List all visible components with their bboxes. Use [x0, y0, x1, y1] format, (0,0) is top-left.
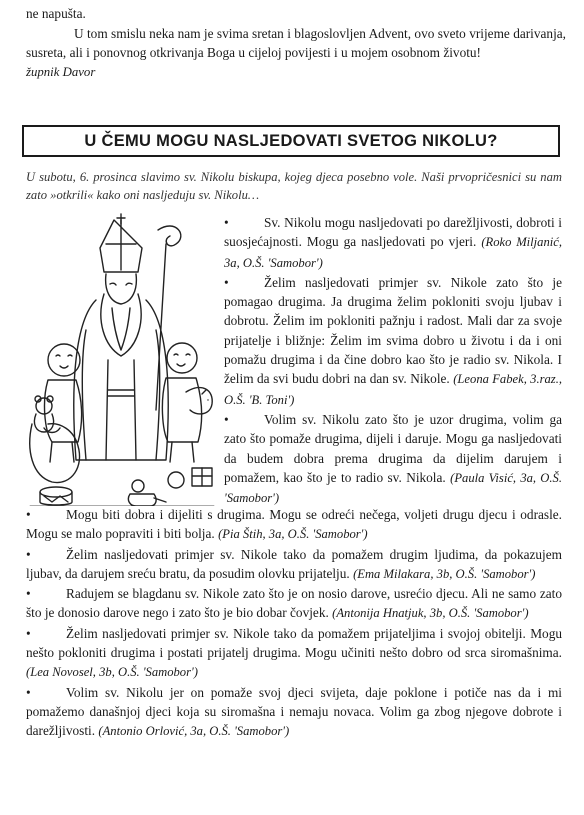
answer-author: (Lea Novosel, 3b, O.Š. 'Samobor'): [26, 665, 198, 680]
answer-author: (Pia Štih, 3a, O.Š. 'Samobor'): [218, 527, 368, 542]
answer-item: [26, 505, 562, 545]
answer-author: (Leona Fabek, 3.raz., O.Š. 'B. Toni'): [224, 372, 562, 407]
bullet: •: [26, 507, 31, 522]
answer-author: (Paula Visić, 3a, O.Š. 'Samobor'): [224, 470, 562, 506]
bullet: •: [224, 215, 229, 230]
signature: župnik Davor: [26, 64, 96, 79]
answer-author: (Ema Milakara, 3b, O.Š. 'Samobor'): [353, 566, 536, 581]
answer-item: [224, 273, 562, 410]
bullet: •: [26, 684, 31, 700]
answer-text: Radujem se blagdanu sv. Nikole zato što je on nosio darove, usrećio djecu. Ali ne samo zato što je donosio darove nego i zato što je bio dobar čovjek.: [26, 586, 562, 621]
answer-item: [26, 584, 562, 624]
answer-text: Sv. Nikolu mogu nasljedovati po darežljivosti, dobroti i suosjećajnosti. Mogu ga nasljedovati po vjeri.: [224, 215, 562, 250]
answer-text: Želim nasljedovati primjer sv. Nikole tako da pomažem drugim ljudima, da pokazujem ljubav, da darujem sreću bratu, da posudim olovku prijatelju.: [26, 546, 562, 581]
answer-item: [224, 410, 562, 508]
answer-item: [26, 624, 562, 683]
answer-item: [26, 545, 562, 585]
answer-item: [224, 213, 562, 273]
article-title-box: [22, 125, 560, 157]
right-column-answers: [224, 213, 562, 508]
answer-text: Volim sv. Nikolu zato što je uzor drugima, volim ga zato što pomaže drugima, dijeli i daruje. Mogu ga nasljedovati da budem dobra prema drugima da dijelim darujem i pomažem, kao što je to radio sv. Nikola.: [224, 411, 562, 485]
answer-item: [26, 683, 562, 742]
previous-article-ending: [26, 4, 566, 82]
bullet: •: [26, 586, 31, 602]
advent-wish-paragraph: U tom smislu neka nam je svima sretan i blagoslovljen Advent, ovo sveto vrijeme darivanja, susreta, ali i ponovnog otkrivanja Boga u cijeloj povijesti i u mojem osobnom životu!: [26, 25, 566, 60]
answer-text: Želim nasljedovati primjer sv. Nikole zato što je pomagao drugima. Ja drugima želim pokloniti svoju ljubav i dobrotu. Želim im pokloniti pažnju i radost. Mali dar za svoje prijatelje i bližnje: Želim im svima dobro u životu i da i oni pomažu drugima i da čine dobro kao što je radio sv. Nikola. I želim da svi budu dobri na dan sv. Nikole.: [224, 274, 562, 387]
closing-line: ne napušta.: [26, 6, 86, 21]
bullet: •: [224, 411, 229, 427]
saint-nicholas-illustration: [26, 210, 218, 506]
article-title: U ČEMU MOGU NASLJEDOVATI SVETOG NIKOLU?: [84, 131, 498, 150]
full-width-answers: [26, 505, 562, 742]
bullet: •: [224, 274, 229, 290]
answer-text: Volim sv. Nikolu jer on pomaže svoj djeci svijeta, daje poklone i potiče nas da i mi pomažemo današnjoj djeci koja su siromašna i nemaju novaca. Volim ga zbog njegove dobrote i darežljivosti.: [26, 684, 562, 739]
answer-author: (Antonio Orlović, 3a, O.Š. 'Samobor'): [98, 724, 290, 739]
answer-text: Mogu biti dobra i dijeliti s drugima. Mogu se odreći nečega, voljeti drugu djecu i odrasle. Mogu se malo popraviti i biti bolja.: [26, 507, 562, 542]
answer-text: Želim nasljedovati primjer sv. Nikole tako da pomažem prijateljima i svojoj obitelji. Mogu nešto pokloniti drugima i postati prijatelj drugima. Mogu učiniti nešto dobro od srca siromašnima.: [26, 625, 562, 661]
bullet: •: [26, 625, 31, 641]
article-intro: U subotu, 6. prosinca slavimo sv. Nikolu biskupa, kojeg djeca posebno vole. Naši prvopričesnici su nam zato »otkrili« kako oni nasljeduju sv. Nikolu…: [26, 170, 562, 202]
answer-author: (Roko Miljanić, 3a, O.Š. 'Samobor'): [224, 235, 563, 270]
bullet: •: [26, 546, 31, 562]
answer-author: (Antonija Hnatjuk, 3b, O.Š. 'Samobor'): [332, 606, 529, 621]
